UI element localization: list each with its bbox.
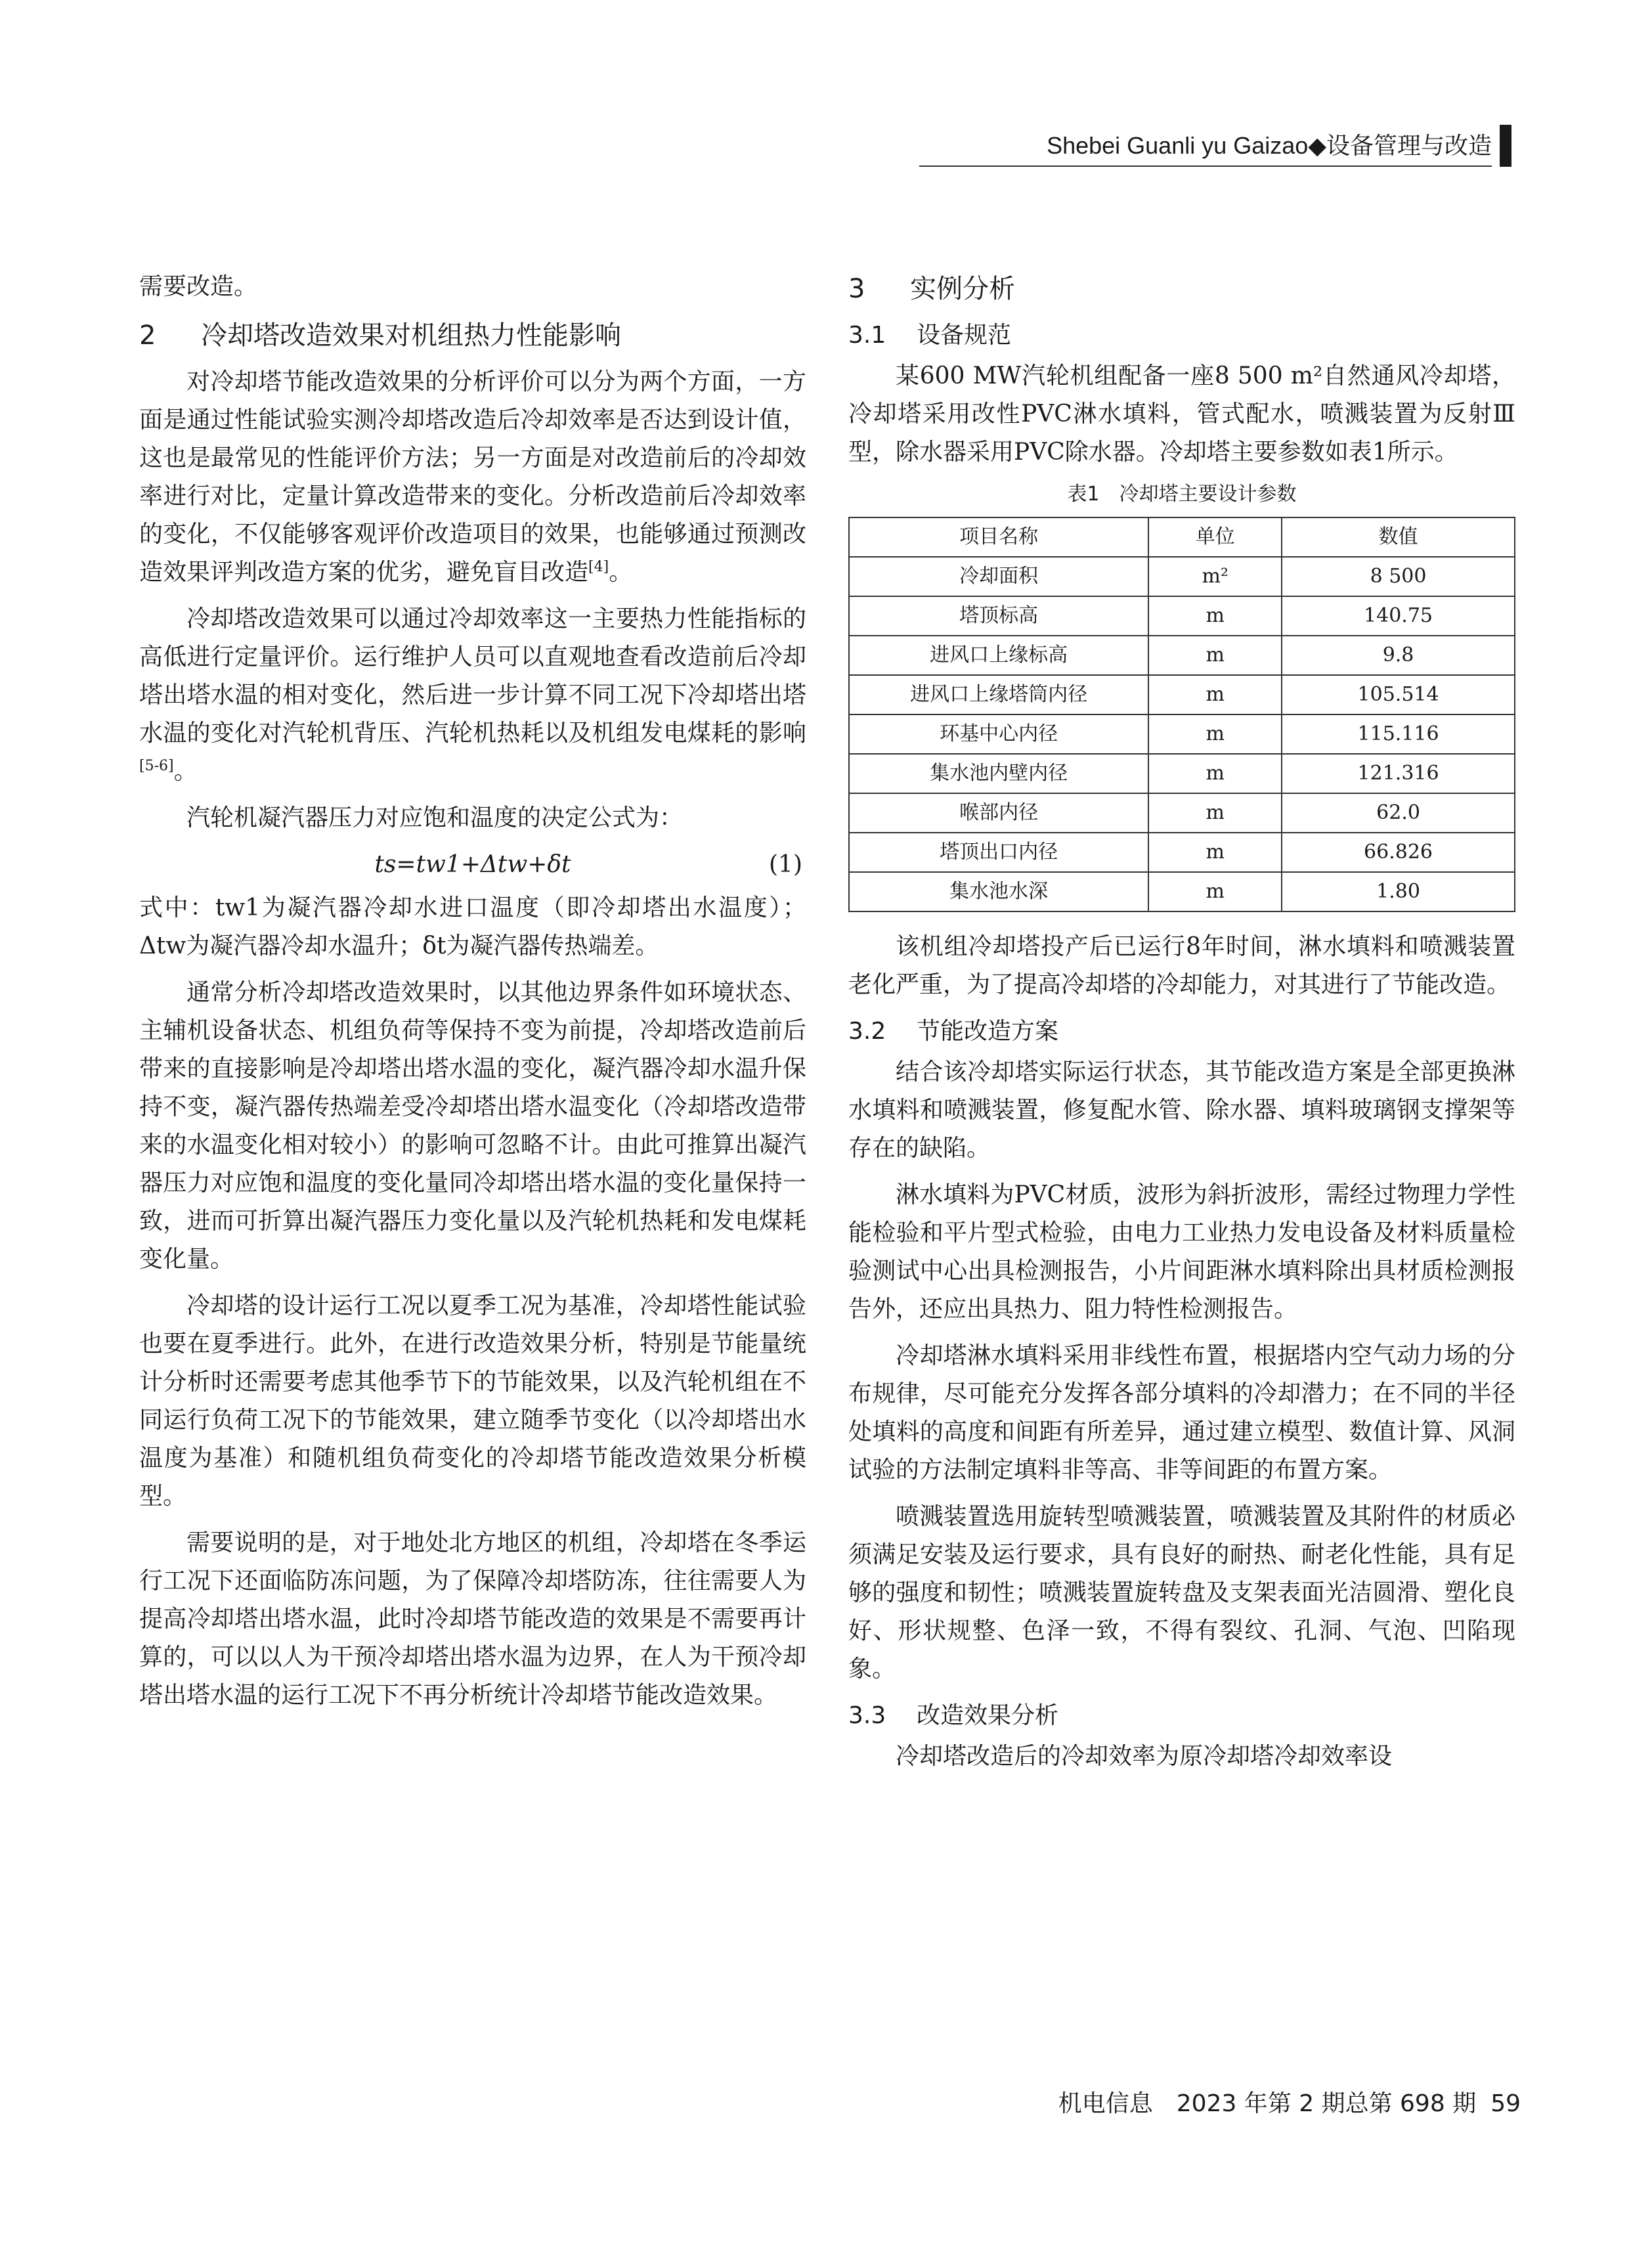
paragraph-end: 。 <box>609 559 633 586</box>
paragraph <box>139 600 806 791</box>
paragraph: 喷溅装置选用旋转型喷溅装置，喷溅装置及其附件的材质必须满足安装及运行要求，具有良好的耐热、耐老化性能，具有足够的强度和韧性；喷溅装置旋转盘及支架表面光洁圆滑、塑化良好、形状规整、色泽一致，不得有裂纹、孔洞、气泡、凹陷现象。 <box>848 1503 1515 1682</box>
paragraph-text: 冷却塔改造效果可以通过冷却效率这一主要热力性能指标的高低进行定量评价。运行维护人员可以直观地查看改造前后冷却塔出塔水温的相对变化，然后进一步计算不同工况下冷却塔出塔水温的变化对汽轮机背压、汽轮机热耗以及机组发电煤耗的影响 <box>139 605 806 747</box>
table-cell: m <box>1148 714 1282 754</box>
table-cell: 121.316 <box>1282 754 1515 793</box>
paragraph: 冷却塔的设计运行工况以夏季工况为基准，冷却塔性能试验也要在夏季进行。此外，在进行改造效果分析，特别是节能量统计分析时还需要考虑其他季节下的节能效果，以及汽轮机组在不同运行负荷工况下的节能效果，建立随季节变化（以冷却塔出水温度为基准）和随机组负荷变化的冷却塔节能改造效果分析模型。 <box>139 1292 806 1510</box>
table-row <box>849 793 1515 833</box>
table-cell: 105.514 <box>1282 675 1515 714</box>
table-cell: 115.116 <box>1282 714 1515 754</box>
journal-info: 机电信息 2023 年第 2 期总第 698 期 <box>1058 2090 1477 2117</box>
citation: [5-6] <box>139 758 174 774</box>
equation <box>139 846 806 884</box>
table-cell: 66.826 <box>1282 833 1515 872</box>
subsection-heading-3-1 <box>848 317 1515 355</box>
table-row <box>849 596 1515 636</box>
table-caption: 表1 冷却塔主要设计参数 <box>1067 483 1297 506</box>
table-cell: 9.8 <box>1282 636 1515 675</box>
table-row <box>849 675 1515 714</box>
paragraph: 冷却塔改造后的冷却效率为原冷却塔冷却效率设 <box>896 1743 1393 1770</box>
table-cell: m <box>1148 675 1282 714</box>
paragraph-text: 对冷却塔节能改造效果的分析评价可以分为两个方面，一方面是通过性能试验实测冷却塔改造后冷却效率是否达到设计值，这也是最常见的性能评价方法；另一方面是对改造前后的冷却效率进行对比，定量计算改造带来的变化。分析改造前后冷却效率的变化，不仅能够客观评价改造项目的效果，也能够通过预测改造效果评判改造方案的优劣，避免盲目改造 <box>139 368 806 586</box>
table-cell: 集水池内壁内径 <box>849 754 1148 793</box>
table-cell: 环基中心内径 <box>849 714 1148 754</box>
table-cell: 8 500 <box>1282 557 1515 596</box>
paragraph: 淋水填料为PVC材质，波形为斜折波形，需经过物理力学性能检验和平片型式检验，由电力工业热力发电设备及材料质量检验测试中心出具检测报告，小片间距淋水填料除出具材质检测报告外，还应出具热力、阻力特性检测报告。 <box>848 1181 1515 1323</box>
subsection-heading-3-3 <box>848 1697 1515 1735</box>
table-cell: 集水池水深 <box>849 872 1148 911</box>
table-row <box>849 872 1515 911</box>
paragraph-end: 。 <box>173 758 198 785</box>
paragraph <box>139 363 806 592</box>
table-cell: 进风口上缘塔筒内径 <box>849 675 1148 714</box>
table-row <box>849 833 1515 872</box>
table-cell: 塔顶标高 <box>849 596 1148 636</box>
table-cell: m <box>1148 754 1282 793</box>
table-cell: m <box>1148 833 1282 872</box>
section-title: 改造效果分析 <box>917 1702 1059 1729</box>
paragraph: 式中：tw1为凝汽器冷却水进口温度（即冷却塔出水温度）；Δtw为凝汽器冷却水温升；δt为凝汽器传热端差。 <box>139 894 806 959</box>
header-bar <box>1500 125 1511 167</box>
table-row <box>849 714 1515 754</box>
section-title: 设备规范 <box>917 322 1012 349</box>
paragraph: 通常分析冷却塔改造效果时，以其他边界条件如环境状态、主辅机设备状态、机组负荷等保持不变为前提，冷却塔改造前后带来的直接影响是冷却塔出塔水温的变化，凝汽器冷却水温升保持不变，凝汽器传热端差受冷却塔出塔水温变化（冷却塔改造带来的水温变化相对较小）的影响可忽略不计。由此可推算出凝汽器压力对应饱和温度的变化量同冷却塔出塔水温的变化量保持一致，进而可折算出凝汽器压力变化量以及汽轮机热耗和发电煤耗变化量。 <box>139 979 806 1273</box>
section-heading-3 <box>848 268 1515 310</box>
table-cell: 1.80 <box>1282 872 1515 911</box>
table-cell: 62.0 <box>1282 793 1515 833</box>
equation-number: (1) <box>769 851 802 878</box>
table-header-row <box>849 517 1515 557</box>
paragraph: 需要改造。 <box>139 273 258 300</box>
table-header-cell: 项目名称 <box>849 517 1148 557</box>
section-title: 冷却塔改造效果对机组热力性能影响 <box>201 320 621 351</box>
table-row <box>849 754 1515 793</box>
table-cell: m <box>1148 872 1282 911</box>
table-cell: 冷却面积 <box>849 557 1148 596</box>
table-cell: m <box>1148 793 1282 833</box>
paragraph: 结合该冷却塔实际运行状态，其节能改造方案是全部更换淋水填料和喷溅装置，修复配水管、除水器、填料玻璃钢支撑架等存在的缺陷。 <box>848 1059 1515 1162</box>
running-title: Shebei Guanli yu Gaizao◆设备管理与改造 <box>1047 132 1492 159</box>
table-cell: 塔顶出口内径 <box>849 833 1148 872</box>
paragraph: 该机组冷却塔投产后已运行8年时间，淋水填料和喷溅装置老化严重，为了提高冷却塔的冷却能力，对其进行了节能改造。 <box>848 933 1515 998</box>
table-cell: 进风口上缘标高 <box>849 636 1148 675</box>
table-cell: m <box>1148 596 1282 636</box>
paragraph: 汽轮机凝汽器压力对应饱和温度的决定公式为： <box>186 804 684 831</box>
table-cell: m² <box>1148 557 1282 596</box>
table-row <box>849 557 1515 596</box>
table-cell: 喉部内径 <box>849 793 1148 833</box>
citation: [4] <box>588 559 609 575</box>
section-title: 实例分析 <box>910 274 1015 304</box>
right-column <box>848 268 1515 1784</box>
paragraph: 冷却塔淋水填料采用非线性布置，根据塔内空气动力场的分布规律，尽可能充分发挥各部分填料的冷却潜力；在不同的半径处填料的高度和间距有所差异，通过建立模型、数值计算、风洞试验的方法制定填料非等高、非等间距的布置方案。 <box>848 1342 1515 1483</box>
section-number: 2 <box>139 320 156 351</box>
paragraph: 某600 MW汽轮机组配备一座8 500 m²自然通风冷却塔，冷却塔采用改性PVC淋水填料，管式配水，喷溅装置为反射Ⅲ型，除水器采用PVC除水器。冷却塔主要参数如表1所示。 <box>848 362 1515 466</box>
left-column <box>139 268 806 1723</box>
running-header <box>919 125 1518 167</box>
table-cell: 140.75 <box>1282 596 1515 636</box>
equation-expression: ts=tw1+Δtw+δt <box>374 851 571 878</box>
table-header-cell: 单位 <box>1148 517 1282 557</box>
section-title: 节能改造方案 <box>917 1018 1059 1045</box>
page-number: 59 <box>1490 2090 1521 2117</box>
section-number: 3.1 <box>848 322 886 349</box>
header-rule <box>919 165 1492 167</box>
table-header-cell: 数值 <box>1282 517 1515 557</box>
section-number: 3.2 <box>848 1018 886 1045</box>
page-footer <box>1058 2088 1521 2120</box>
subsection-heading-3-2 <box>848 1013 1515 1051</box>
table-cell: m <box>1148 636 1282 675</box>
section-number: 3 <box>848 274 865 304</box>
section-number: 3.3 <box>848 1702 886 1729</box>
paragraph: 需要说明的是，对于地处北方地区的机组，冷却塔在冬季运行工况下还面临防冻问题，为了保障冷却塔防冻，往往需要人为提高冷却塔出塔水温，此时冷却塔节能改造的效果是不需要再计算的，可以以人为干预冷却塔出塔水温为边界，在人为干预冷却塔出塔水温的运行工况下不再分析统计冷却塔节能改造效果。 <box>139 1529 806 1709</box>
section-heading-2 <box>139 315 806 357</box>
parameter-table <box>848 517 1515 912</box>
table-row <box>849 636 1515 675</box>
